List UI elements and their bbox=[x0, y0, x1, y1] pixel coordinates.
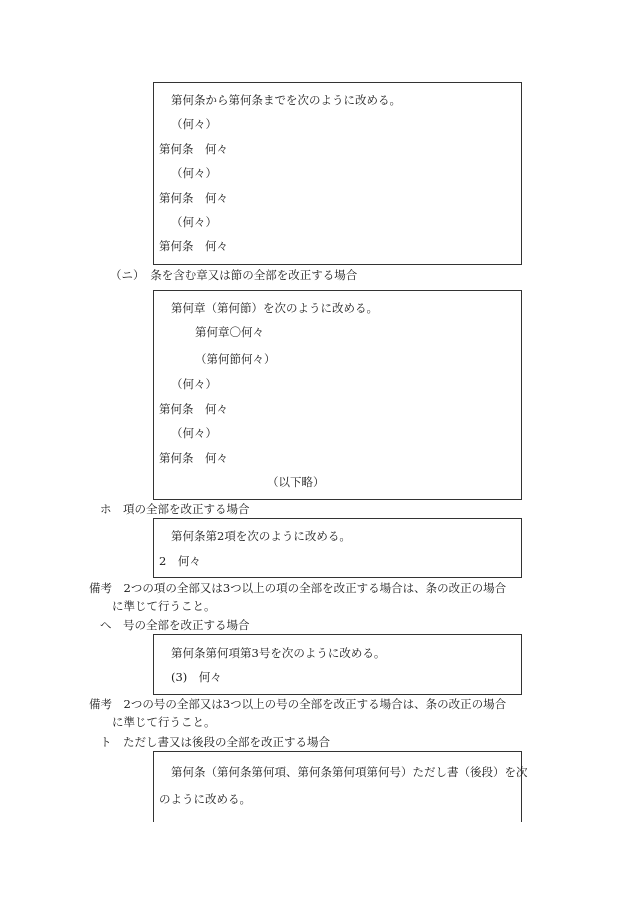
box3-intro: 第何条第2項を次のように改める。 bbox=[171, 529, 351, 543]
box2-line: （何々） bbox=[171, 377, 217, 391]
box5-line: 第何条（第何条第何項、第何条第何項第何号）ただし書（後段）を次 bbox=[171, 765, 528, 779]
box5-line: のように改める。 bbox=[159, 792, 251, 806]
remark-line: に準じて行うこと。 bbox=[112, 599, 216, 613]
box1-line: （何々） bbox=[171, 117, 217, 131]
box2-intro: 第何章（第何節）を次のように改める。 bbox=[171, 301, 378, 315]
box1-line: 第何条 何々 bbox=[159, 142, 228, 156]
box2-section: （第何節何々） bbox=[195, 352, 276, 366]
box4-intro: 第何条第何項第3号を次のように改める。 bbox=[171, 646, 386, 660]
remark-line: 備考 2つの項の全部又は3つ以上の項の全部を改正する場合は、条の改正の場合 bbox=[89, 581, 507, 595]
box2-line: 第何条 何々 bbox=[159, 451, 228, 465]
amendment-box-2 bbox=[153, 290, 522, 500]
box1-line: 第何条 何々 bbox=[159, 239, 228, 253]
remark-line: 備考 2つの号の全部又は3つ以上の号の全部を改正する場合は、条の改正の場合 bbox=[89, 697, 507, 711]
box1-intro: 第何条から第何条までを次のように改める。 bbox=[171, 93, 401, 107]
box1-line: （何々） bbox=[171, 215, 217, 229]
box2-omitted: （以下略） bbox=[267, 475, 325, 489]
amendment-box-4 bbox=[153, 634, 522, 695]
section-heading-paragraph: ホ 項の全部を改正する場合 bbox=[100, 502, 250, 516]
remark-line: に準じて行うこと。 bbox=[112, 715, 216, 729]
amendment-box-5 bbox=[153, 751, 522, 822]
section-heading-item: へ 号の全部を改正する場合 bbox=[100, 618, 250, 632]
section-heading-chapter: （ニ） 条を含む章又は節の全部を改正する場合 bbox=[110, 268, 358, 282]
amendment-box-3 bbox=[153, 518, 522, 578]
box2-line: （何々） bbox=[171, 426, 217, 440]
box1-line: （何々） bbox=[171, 166, 217, 180]
box2-line: 第何条 何々 bbox=[159, 402, 228, 416]
box3-line: 2 何々 bbox=[159, 554, 201, 568]
box4-line: (3) 何々 bbox=[171, 670, 222, 684]
box1-line: 第何条 何々 bbox=[159, 191, 228, 205]
box2-chapter: 第何章〇何々 bbox=[195, 325, 264, 339]
section-heading-proviso: ト ただし書又は後段の全部を改正する場合 bbox=[100, 735, 330, 749]
